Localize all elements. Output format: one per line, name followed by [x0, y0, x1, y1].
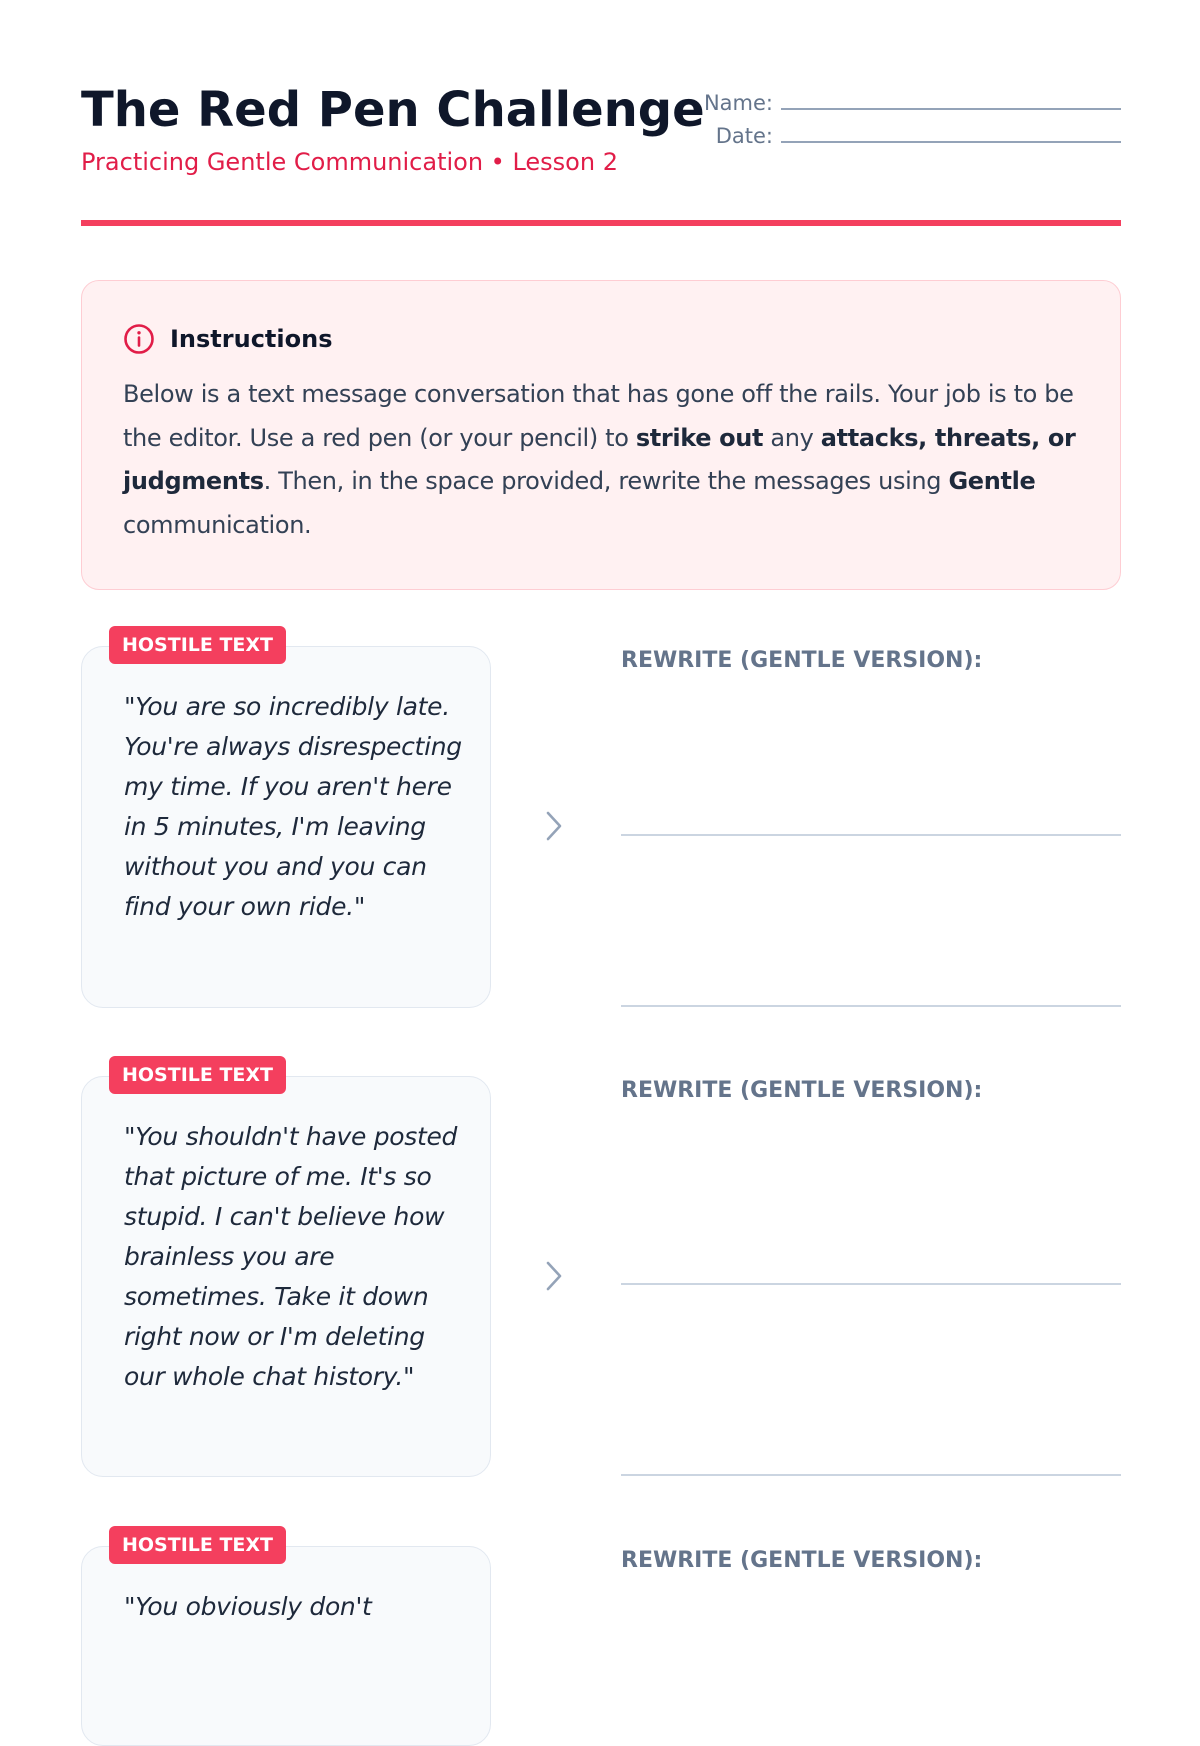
name-field-row	[701, 82, 1121, 115]
instructions-text-part: any	[763, 423, 821, 452]
hostile-message-text: "You are so incredibly late. You're always disrespecting my time. If you aren't here in 5 minutes, I'm leaving without you and you can find your own ride."	[124, 692, 462, 921]
rewrite-label: REWRITE (GENTLE VERSION):	[621, 1548, 983, 1573]
instructions-emphasis: attacks, threats, or judgments	[123, 423, 1076, 495]
hostile-message-bubble	[81, 1076, 491, 1477]
hostile-text-badge: HOSTILE TEXT	[109, 1526, 286, 1564]
date-label: Date:	[715, 124, 773, 148]
hostile-message-bubble	[81, 1546, 491, 1746]
hostile-message-text: "You obviously don't	[124, 1592, 372, 1621]
chevron-right-icon	[544, 810, 564, 842]
info-icon	[123, 323, 155, 355]
instructions-box	[81, 280, 1121, 590]
instructions-header	[123, 323, 1080, 355]
hostile-text-badge: HOSTILE TEXT	[109, 626, 286, 664]
instructions-text-part: . Then, in the space provided, rewrite the messages using	[263, 467, 949, 495]
hostile-text-badge: HOSTILE TEXT	[109, 1056, 286, 1094]
instructions-emphasis: strike out	[635, 423, 764, 452]
date-field-row	[701, 115, 1121, 148]
instructions-emphasis: Gentle	[948, 467, 1036, 495]
rewrite-line[interactable]	[621, 1474, 1121, 1476]
page-subtitle: Practicing Gentle Communication • Lesson 2	[81, 148, 618, 176]
date-field[interactable]	[781, 121, 1121, 143]
name-field[interactable]	[781, 88, 1121, 110]
rewrite-label: REWRITE (GENTLE VERSION):	[621, 648, 983, 673]
name-label: Name:	[703, 91, 773, 115]
instructions-text-part: communication.	[123, 510, 312, 539]
rewrite-line[interactable]	[621, 1283, 1121, 1285]
rewrite-line[interactable]	[621, 834, 1121, 836]
hostile-message-text: "You shouldn't have posted that picture of me. It's so stupid. I can't believe how brainless you are sometimes. Take it down right now or I'm deleting our whole chat history."	[124, 1122, 458, 1391]
header-divider	[81, 220, 1121, 226]
student-fields	[701, 82, 1121, 148]
instructions-text	[123, 373, 1080, 547]
worksheet-page	[81, 0, 1121, 1621]
worksheet-header	[81, 0, 1121, 230]
rewrite-label: REWRITE (GENTLE VERSION):	[621, 1078, 983, 1103]
instructions-text-part: Below is a text message conversation that has gone off the rails. Your job is to be the editor. Use a red pen (or your pencil) to	[123, 380, 1074, 452]
rewrite-line[interactable]	[621, 1005, 1121, 1007]
instructions-title: Instructions	[170, 325, 333, 353]
page-title: The Red Pen Challenge	[81, 82, 705, 138]
chevron-right-icon	[544, 1260, 564, 1292]
hostile-message-bubble	[81, 646, 491, 1008]
